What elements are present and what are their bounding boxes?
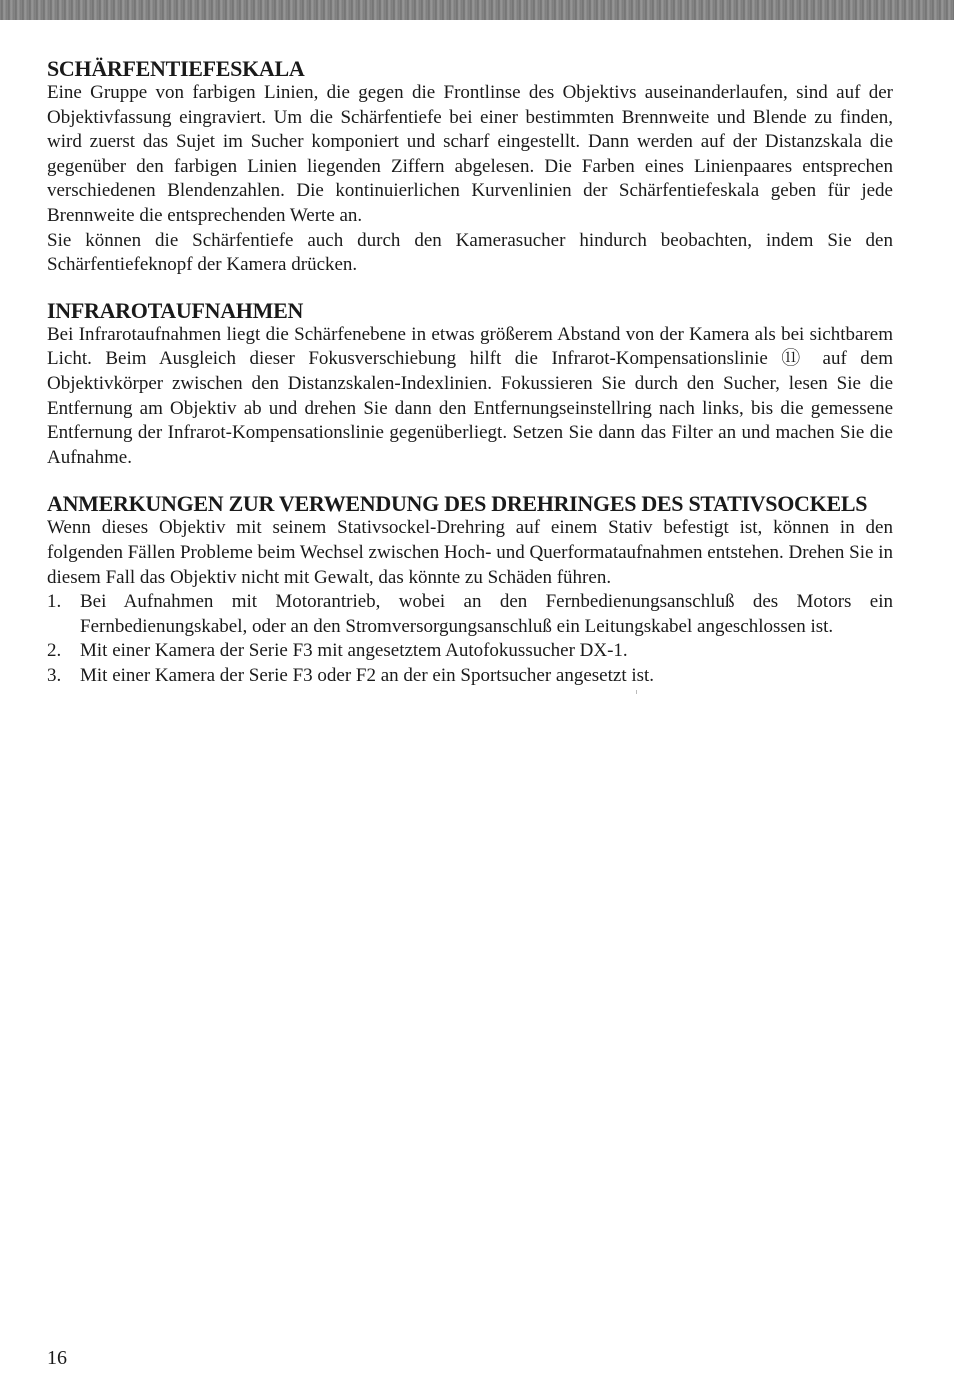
list-item (47, 664, 893, 689)
list-item-number: 3. (47, 664, 62, 686)
section-heading: INFRAROTAUFNAHMEN (47, 297, 304, 323)
section-schaerfentiefeskala (47, 56, 893, 278)
list-item-text: Mit einer Kamera der Serie F3 oder F2 an der ein Sportsucher angesetzt ist. (80, 664, 655, 686)
list-item-text: Mit einer Kamera der Serie F3 mit angesetztem Autofokussucher DX-1. (80, 640, 628, 662)
scan-top-border (0, 0, 954, 20)
numbered-list (47, 590, 893, 688)
section-infrarotaufnahmen (47, 298, 893, 471)
list-item (47, 639, 893, 664)
list-item-text: Bei Aufnahmen mit Motorantrieb, wobei an den Fernbedienungsanschluß des Motors ein Fernbedienungskabel, oder an den Stromversorgungsanschluß ein Leitungskabel angeschlossen ist. (80, 591, 893, 637)
list-item-number: 1. (47, 591, 62, 613)
list-item (47, 590, 893, 639)
page-content (47, 56, 893, 688)
paragraph: Sie können die Schärfentiefe auch durch den Kamerasucher hindurch beobachten, indem Sie den Schärfentiefeknopf der Kamera drücken. (47, 229, 893, 276)
section-heading: ANMERKUNGEN ZUR VERWENDUNG DES DREHRINGES DES STATIVSOCKELS (47, 491, 868, 517)
page-number: 16 (47, 1347, 67, 1369)
paragraph: Wenn dieses Objektiv mit seinem Stativsockel-Drehring auf einem Stativ befestigt ist, können in den folgenden Fällen Probleme beim Wechsel zwischen Hoch- und Querformataufnahmen entstehen. Drehen Sie in diesem Fall das Objektiv nicht mit Gewalt, das könnte zu Schäden führen. (47, 517, 893, 588)
scan-speck (636, 690, 637, 694)
paragraph: Eine Gruppe von farbigen Linien, die gegen die Frontlinse des Objektivs auseinanderlaufen, sind auf der Objektivfassung eingraviert. Um die Schärfentiefe bei einer bestimmten Brennweite und Blende zu finden, wird zuerst das Sujet im Sucher komponiert und scharf eingestellt. Dann werden auf der Distanzskala die gegenüber den farbigen Linien liegenden Ziffern abgelesen. Die Farben eines Linienpaares entsprechen verschiedenen Blendenzahlen. Die kontinuierlichen Kurvenlinien der Schärfentiefeskala geben für jede Brennweite die entsprechenden Werte an. (47, 82, 893, 226)
paragraph: Bei Infrarotaufnahmen liegt die Schärfenebene in etwas größerem Abstand von der Kamera als bei sichtbarem Licht. Beim Ausgleich dieser Fokusverschiebung hilft die Infrarot-Kompensationslinie ⑪ auf dem Objektivkörper zwischen den Distanzskalen-Indexlinien. Fokussieren Sie durch den Sucher, lesen Sie die Entfernung am Objektiv ab und drehen Sie dann den Entfernungseinstellring nach links, bis die gemessene Entfernung der Infrarot-Kompensationslinie gegenüberliegt. Setzen Sie dann das Filter an und machen Sie die Aufnahme. (47, 323, 893, 468)
list-item-number: 2. (47, 640, 62, 662)
section-stativsockel (47, 491, 893, 688)
section-heading: SCHÄRFENTIEFESKALA (47, 56, 305, 81)
